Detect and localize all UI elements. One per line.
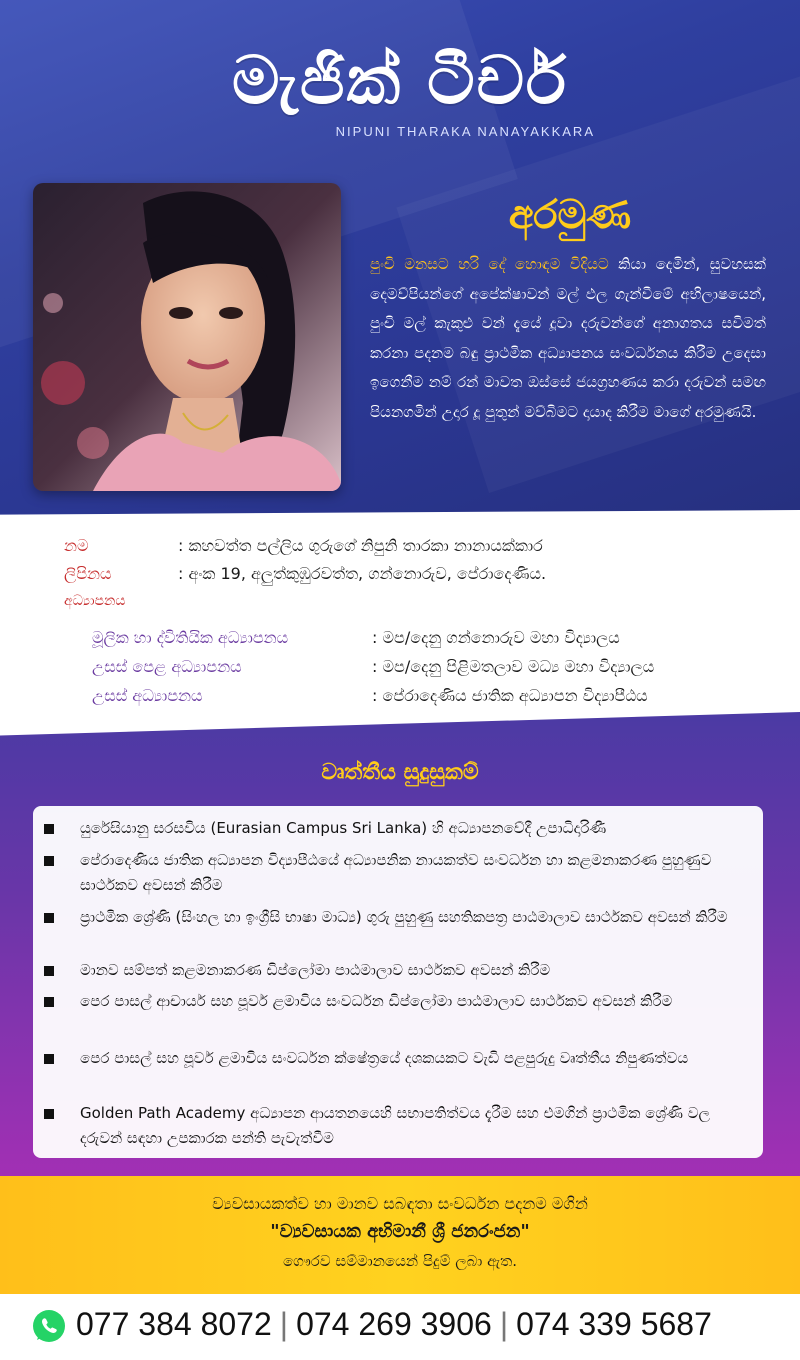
teacher-photo (33, 183, 341, 491)
edu-higher-label: උසස් අධ්‍යාපනය (92, 686, 203, 705)
bullet-icon (44, 997, 54, 1007)
award-line3: ගෞරව සම්මානයෙන් පිදුම් ලබා ඇත. (282, 1252, 518, 1270)
award-title: "ව්‍යවසායක අභිමානී ශ්‍රී ජනරංජන" (270, 1221, 530, 1242)
whatsapp-icon (32, 1309, 66, 1343)
edu-al-label: උසස් පෙළ අධ්‍යාපනය (92, 657, 242, 676)
bullet-icon (44, 1109, 54, 1119)
objective-highlight: පුංචි මනසට හරි දේ හොඳම විදියට (370, 255, 609, 273)
name-value: : කහවත්ත පල්ලිය ගුරුගේ නිපුනි තාරකා නානායක්කාර (178, 536, 543, 555)
career-item: Golden Path Academy අධ්‍යාපන ආයතනයෙහි සභාපතිත්වය දැරීම සහ එමගින් ප්‍රාථමික ශ්‍රේණි වල දරුවන් සඳහා උපකාරක පන්ති පැවැත්වීම (80, 1104, 710, 1147)
objective-text (370, 250, 766, 427)
career-item: යුරේසියානු සරසවිය (Eurasian Campus Sri Lanka) හි අධ්‍යාපනවේදී උපාධිදාරිණී (80, 819, 607, 837)
edu-higher-value: : පේරාදෙණිය ජාතික අධ්‍යාපන විද්‍යාපීඨය (372, 686, 648, 705)
career-item: ප්‍රාථමික ශ්‍රේණි (සිංහල හා ඉංග්‍රීසි භාෂා මාධ්‍ය) ගුරු පුහුණු සහතිකපත්‍ර පාඨමාලාව සාර්ථකව අවසන් කිරීම (80, 908, 728, 926)
edu-primary-value: : මප/දෙනු ගන්නොරුව මහා විද්‍යාලය (372, 628, 620, 647)
objective-title: අරමුණ (508, 192, 632, 238)
address-value: : අංක 19, අලුත්කුඹුරවත්ත, ගන්නොරුව, පේරාදෙණිය. (178, 564, 547, 583)
career-item: මානව සම්පත් කළමනාකරණ ඩිප්ලෝමා පාඨමාලාව සාර්ථකව අවසන් කිරීම (80, 961, 551, 979)
award-line1: ව්‍යවසායකත්ව හා මානව සබඳතා සංවර්ධන පදනම මගින් (212, 1194, 588, 1213)
edu-al-value: : මප/දෙනු පිළිමතලාව මධ්‍ය මහා විද්‍යාලය (372, 657, 655, 676)
career-item: පේරාදෙණිය ජාතික අධ්‍යාපන විද්‍යාපීඨයේ අධ්‍යාපනික නායකත්ව සංවර්ධන හා කළමනාකරණ පුහුණුව සාර්ථකව අවසන් කිරීම (80, 851, 712, 894)
edu-primary-label: මූලික හා ද්විතියික අධ්‍යාපනය (92, 628, 289, 647)
brand-subtitle: NIPUNI THARAKA NANAYAKKARA (335, 124, 595, 139)
career-item: පෙර පාසල් සහ පූර්ව ළමාවිය සංවර්ධන ක්ෂේත්‍රයේ දශකයකට වැඩි පළපුරුදු වෘත්තීය නිපුණත්වය (80, 1049, 689, 1067)
phone-numbers (76, 1306, 712, 1343)
phone-number-2[interactable]: 074 269 3906 (296, 1306, 492, 1342)
name-label: නම (64, 536, 89, 555)
education-label: අධ්‍යාපනය (64, 593, 126, 609)
bullet-icon (44, 913, 54, 923)
phone-number-3[interactable]: 074 339 5687 (516, 1306, 712, 1342)
brand-title: මැජික් ටීචර් (232, 41, 568, 119)
phone-separator: | (279, 1306, 289, 1342)
bullet-icon (44, 856, 54, 866)
phone-separator: | (499, 1306, 509, 1342)
career-title: වෘත්තීය සුදුසුකම් (321, 760, 479, 785)
bullet-icon (44, 966, 54, 976)
bullet-icon (44, 824, 54, 834)
address-label: ලිපිනය (64, 564, 112, 583)
phone-number-1[interactable]: 077 384 8072 (76, 1306, 272, 1342)
bullet-icon (44, 1054, 54, 1064)
career-item: පෙර පාසල් ආචාර්ය සහ පූර්ව ළමාවිය සංවර්ධන ඩිප්ලෝමා පාඨමාලාව සාර්ථකව අවසන් කිරීම (80, 992, 673, 1010)
objective-body: කියා දෙමින්, සුවහසක් දෙමව්පියන්ගේ අපේක්ෂාවන් මල් ඵල ගැන්වීමේ අභිලාෂයෙන්, පුංචි මල් කැකුළු වන් දැයේ දූවා දරුවන්ගේ අනාගතය සවිමත් කරනා පදනම බඳු ප්‍රාථමික අධ්‍යාපනය සංවර්ධනය කිරීම උදෙසා ඉගෙනීම නම් රන් මාවත ඔස්සේ ජයග්‍රහණය කරා දරුවන් සමඟ පියනගමින් උදාර දූ පුතුන් මව්බිමට දායාද කිරීම මාගේ අරමුණයි. (370, 255, 766, 421)
